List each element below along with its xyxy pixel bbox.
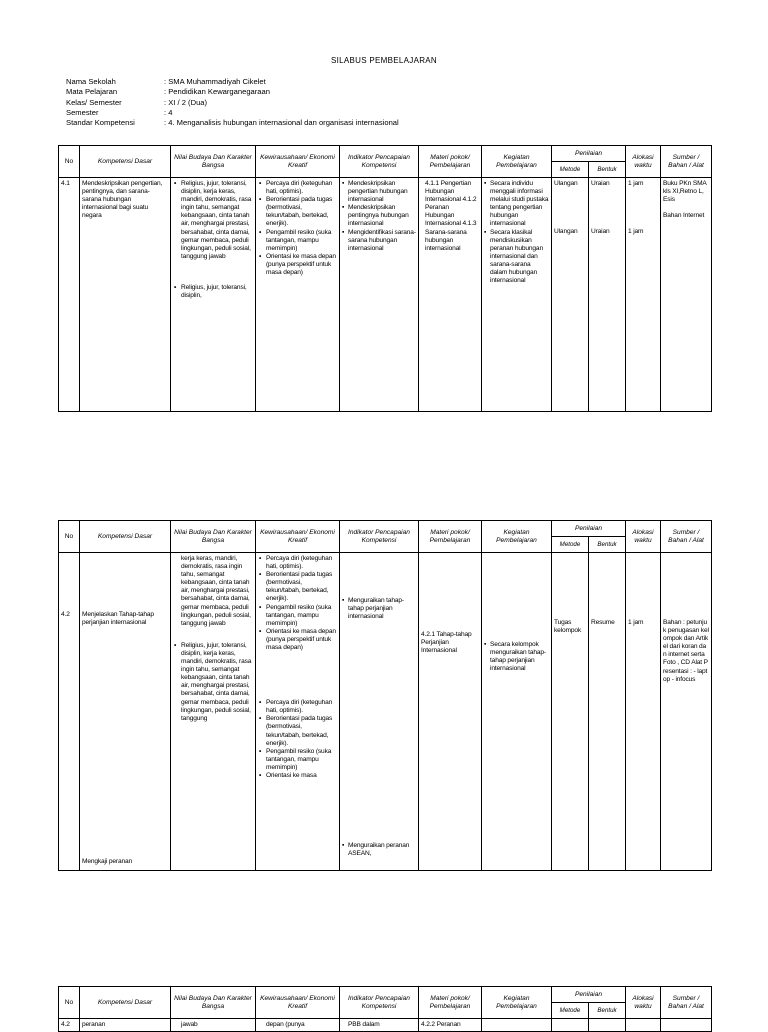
syllabus-table-3 <box>58 986 712 1032</box>
list-item: • Pengambil resiko (suka tantangan, mampu memimpin) <box>266 748 337 772</box>
metode-value: Tugas kelompok <box>554 619 582 635</box>
cell-alokasi <box>626 178 661 412</box>
header-no: No <box>59 521 80 553</box>
cell-materi <box>419 553 482 871</box>
info-label: Nama Sekolah <box>66 77 116 86</box>
header-penilaian: Penilaian <box>552 146 626 162</box>
info-row-subject <box>66 87 399 97</box>
header-metode: Metode <box>552 537 589 553</box>
header-alokasi: Alokasi waktu <box>626 146 661 178</box>
cell-kegiatan <box>482 178 552 412</box>
header-kompetensi-dasar: Kompetensi Dasar <box>80 146 171 178</box>
info-value: : 4 <box>164 107 173 117</box>
info-label: Kelas/ Semester <box>66 97 122 107</box>
cell-kegiatan <box>482 553 552 871</box>
list-item: ▪ Secara kelompok menguraikan tahap-tahap perjanjian internasional <box>490 641 549 673</box>
cell-indikator <box>340 553 419 871</box>
info-label: Mata Pelajaran <box>66 87 118 97</box>
cell-nilai-budaya <box>171 553 256 871</box>
cell-bentuk <box>589 1019 626 1032</box>
header-materi: Materi pokok/ Pembelajaran <box>419 987 482 1019</box>
kewirausahaan-text: depan (punya <box>266 1021 305 1028</box>
header-kegiatan: Kegiatan Pembelajaran <box>482 521 552 553</box>
alokasi-value: 1 jam <box>628 228 644 236</box>
list-item: • Pengambil resiko (suka tantangan, mampu memimpin) <box>266 229 337 253</box>
header-sumber: Sumber / Bahan / Alat <box>661 521 712 553</box>
info-row-school <box>66 77 399 87</box>
header-materi: Materi pokok/ Pembelajaran <box>419 146 482 178</box>
header-alokasi: Alokasi waktu <box>626 521 661 553</box>
cell-metode <box>552 178 589 412</box>
list-item: • Berorientasi pada tugas (bermotivasi, tekun/tabah, bertekad, enerjik). <box>266 571 337 603</box>
list-item: • Percaya diri (keteguhan hati, optimis). <box>266 555 337 571</box>
nilai-text: jawab <box>181 1021 198 1028</box>
header-kompetensi-dasar: Kompetensi Dasar <box>80 987 171 1019</box>
cell-kewirausahaan <box>256 178 340 412</box>
header-no: No <box>59 987 80 1019</box>
sumber-value: Bahan : petunjuk penugasan kelompok dan Artikel dari koran dan internet serta Foto , CD Alat Presentasi : - laptop - infocus <box>663 619 709 683</box>
info-row-standard <box>66 118 399 128</box>
header-kewirausahaan: Kewirausahaan/ Ekonomi Kreatif <box>256 146 340 178</box>
header-bentuk: Bentuk <box>589 162 626 178</box>
cell-sumber <box>661 553 712 871</box>
header-sumber: Sumber / Bahan / Alat <box>661 987 712 1019</box>
header-bentuk: Bentuk <box>589 537 626 553</box>
list-item: ▪ Menguraikan tahap-tahap perjanjian internasional <box>348 597 416 621</box>
kd-text: Mengkaji peranan <box>82 857 133 865</box>
list-item: • Berorientasi pada tugas (bermotivasi, tekun/tabah, bertekad, enerjik). <box>266 196 337 228</box>
cell-indikator <box>340 178 419 412</box>
list-item: • Religius, jujur, toleransi, disiplin, kerja keras, mandiri, demokratis, rasa ingin tahu, semangat kebangsaan, cinta tanah air, menghargai prestasi, bersahabat, cinta damai, gemar membaca, peduli lingkungan, peduli sosial, tanggung <box>181 642 253 723</box>
cell-bentuk <box>589 553 626 871</box>
materi-text: 4.1.1 Pengertian Hubungan Internasional 4.1.2 Peranan Hubungan Internasional 4.1.3 Sarana-sarana hubungan internasional <box>425 180 477 252</box>
header-indikator: Indikator Pencapaian Kompetensi <box>340 987 419 1019</box>
cell-nilai-budaya <box>171 178 256 412</box>
header-no: No <box>59 146 80 178</box>
cell-alokasi <box>626 1019 661 1032</box>
sumber-value: Bahan Internet <box>663 212 705 220</box>
list-item: ▪ Mendeskripsikan pentingnya hubungan internasional <box>348 204 416 228</box>
header-bentuk: Bentuk <box>589 1003 626 1019</box>
cell-indikator <box>340 1019 419 1032</box>
materi-text: 4.2.1 Tahap-tahap Perjanjian Internasional <box>421 631 472 655</box>
cell-kompetensi-dasar: Mendeskripsikan pengertian, pentingnya, dan sarana-sarana hubungan internasional bagi suatu negara <box>80 178 171 412</box>
info-row-semester <box>66 108 399 118</box>
list-item: • Religius, jujur, toleransi, disiplin, kerja keras, mandiri, demokratis, rasa ingin tahu, semangat kebangsaan, cinta tanah air, menghargai prestasi, bersahabat, cinta damai, gemar membaca, peduli lingkungan, peduli sosial, tanggung jawab <box>181 180 253 261</box>
metode-value: Ulangan <box>554 180 578 187</box>
cell-kewirausahaan <box>256 553 340 871</box>
header-nilai-budaya: Nilai Budaya Dan Karakter Bangsa <box>171 987 256 1019</box>
list-item: • Orientasi ke masa depan (punya perspektif untuk masa depan) <box>266 628 337 652</box>
list-item: • Orientasi ke masa <box>266 772 337 780</box>
header-kegiatan: Kegiatan Pembelajaran <box>482 987 552 1019</box>
info-value: : XI / 2 (Dua) <box>164 97 208 107</box>
document-title: SILABUS PEMBELAJARAN <box>330 56 438 65</box>
cell-alokasi <box>626 553 661 871</box>
header-kewirausahaan: Kewirausahaan/ Ekonomi Kreatif <box>256 987 340 1019</box>
cell-no: 4.2 <box>59 1019 80 1032</box>
bentuk-value: Uraian <box>591 228 610 236</box>
list-item: • Religius, jujur, toleransi, disiplin, <box>181 284 253 300</box>
info-value: : SMA Muhammadiyah Cikelet <box>164 77 266 86</box>
header-indikator: Indikator Pencapaian Kompetensi <box>340 146 419 178</box>
cell-materi <box>419 178 482 412</box>
list-item: ▪ Mengidentifikasi sarana-sarana hubungan internasional <box>348 229 416 253</box>
header-sumber: Sumber / Bahan / Alat <box>661 146 712 178</box>
list-item: ▪ Secara individu menggali informasi melalui studi pustaka tentang pengertian hubungan internasional <box>490 180 549 229</box>
row-number: 4.2 <box>61 611 70 618</box>
list-item: • Pengambil resiko (suka tantangan, mampu memimpin) <box>266 604 337 628</box>
list-item: • Percaya diri (keteguhan hati, optimis). <box>266 699 337 715</box>
list-item: ▪ Mendeskripsikan pengertian hubungan internasional <box>348 180 416 204</box>
cell-no: 4.1 <box>59 178 80 412</box>
syllabus-table-1 <box>58 145 712 412</box>
cell-metode <box>552 553 589 871</box>
header-kompetensi-dasar: Kompetensi Dasar <box>80 521 171 553</box>
cell-materi: 4.2.2 Peranan <box>419 1019 482 1032</box>
cell-sumber <box>661 1019 712 1032</box>
info-row-class <box>66 98 399 108</box>
info-label: Standar Kompetensi <box>66 118 135 128</box>
cell-kewirausahaan <box>256 1019 340 1032</box>
bentuk-value: Uraian <box>591 180 610 187</box>
alokasi-value: 1 jam <box>628 619 644 626</box>
header-nilai-budaya: Nilai Budaya Dan Karakter Bangsa <box>171 521 256 553</box>
header-indikator: Indikator Pencapaian Kompetensi <box>340 521 419 553</box>
list-item: ▪ Secara klasikal mendiskusikan peranan hubungan internasional dan sarana-sarana dalam hubungan internasional <box>490 229 549 286</box>
school-info <box>66 77 399 128</box>
header-kewirausahaan: Kewirausahaan/ Ekonomi Kreatif <box>256 521 340 553</box>
header-penilaian: Penilaian <box>552 987 626 1003</box>
alokasi-value: 1 jam <box>628 180 644 187</box>
bentuk-value: Resume <box>591 619 615 626</box>
cell-kompetensi-dasar <box>80 553 171 871</box>
header-materi: Materi pokok/ Pembelajaran <box>419 521 482 553</box>
header-metode: Metode <box>552 1003 589 1019</box>
cell-metode <box>552 1019 589 1032</box>
list-item: • Orientasi ke masa depan (punya perspektif untuk masa depan) <box>266 253 337 277</box>
list-item: • Berorientasi pada tugas (bermotivasi, tekun/tabah, bertekad, enerjik). <box>266 715 337 747</box>
cell-sumber <box>661 178 712 412</box>
cell-nilai-budaya <box>171 1019 256 1032</box>
cell-kompetensi-dasar: peranan <box>80 1019 171 1032</box>
cell-no <box>59 553 80 871</box>
indikator-text: PBB dalam <box>348 1021 380 1028</box>
info-value: : Pendidikan Kewarganegaraan <box>164 87 270 97</box>
syllabus-table-2 <box>58 520 712 871</box>
kd-text: Menjelaskan Tahap-tahap perjanjian internasional <box>82 611 154 627</box>
list-item: • Percaya diri (keteguhan hati, optimis). <box>266 180 337 196</box>
header-alokasi: Alokasi waktu <box>626 987 661 1019</box>
header-kegiatan: Kegiatan Pembelajaran <box>482 146 552 178</box>
list-item: ▪ Menguraikan peranan ASEAN, <box>348 842 416 858</box>
header-metode: Metode <box>552 162 589 178</box>
metode-value: Ulangan <box>554 228 578 236</box>
sumber-value: Buku PKn SMA kls XI,Retno L, Esis <box>663 180 707 204</box>
header-nilai-budaya: Nilai Budaya Dan Karakter Bangsa <box>171 146 256 178</box>
nilai-text: kerja keras, mandiri, demokratis, rasa ingin tahu, semangat kebangsaan, cinta tanah air, menghargai prestasi, bersahabat, cinta damai, gemar membaca, peduli lingkungan, peduli sosial, tanggung jawab <box>181 555 251 627</box>
cell-kegiatan <box>482 1019 552 1032</box>
info-label: Semester <box>66 107 99 117</box>
cell-bentuk <box>589 178 626 412</box>
header-penilaian: Penilaian <box>552 521 626 537</box>
info-value: : 4. Menganalisis hubungan internasional dan organisasi internasional <box>164 118 399 128</box>
